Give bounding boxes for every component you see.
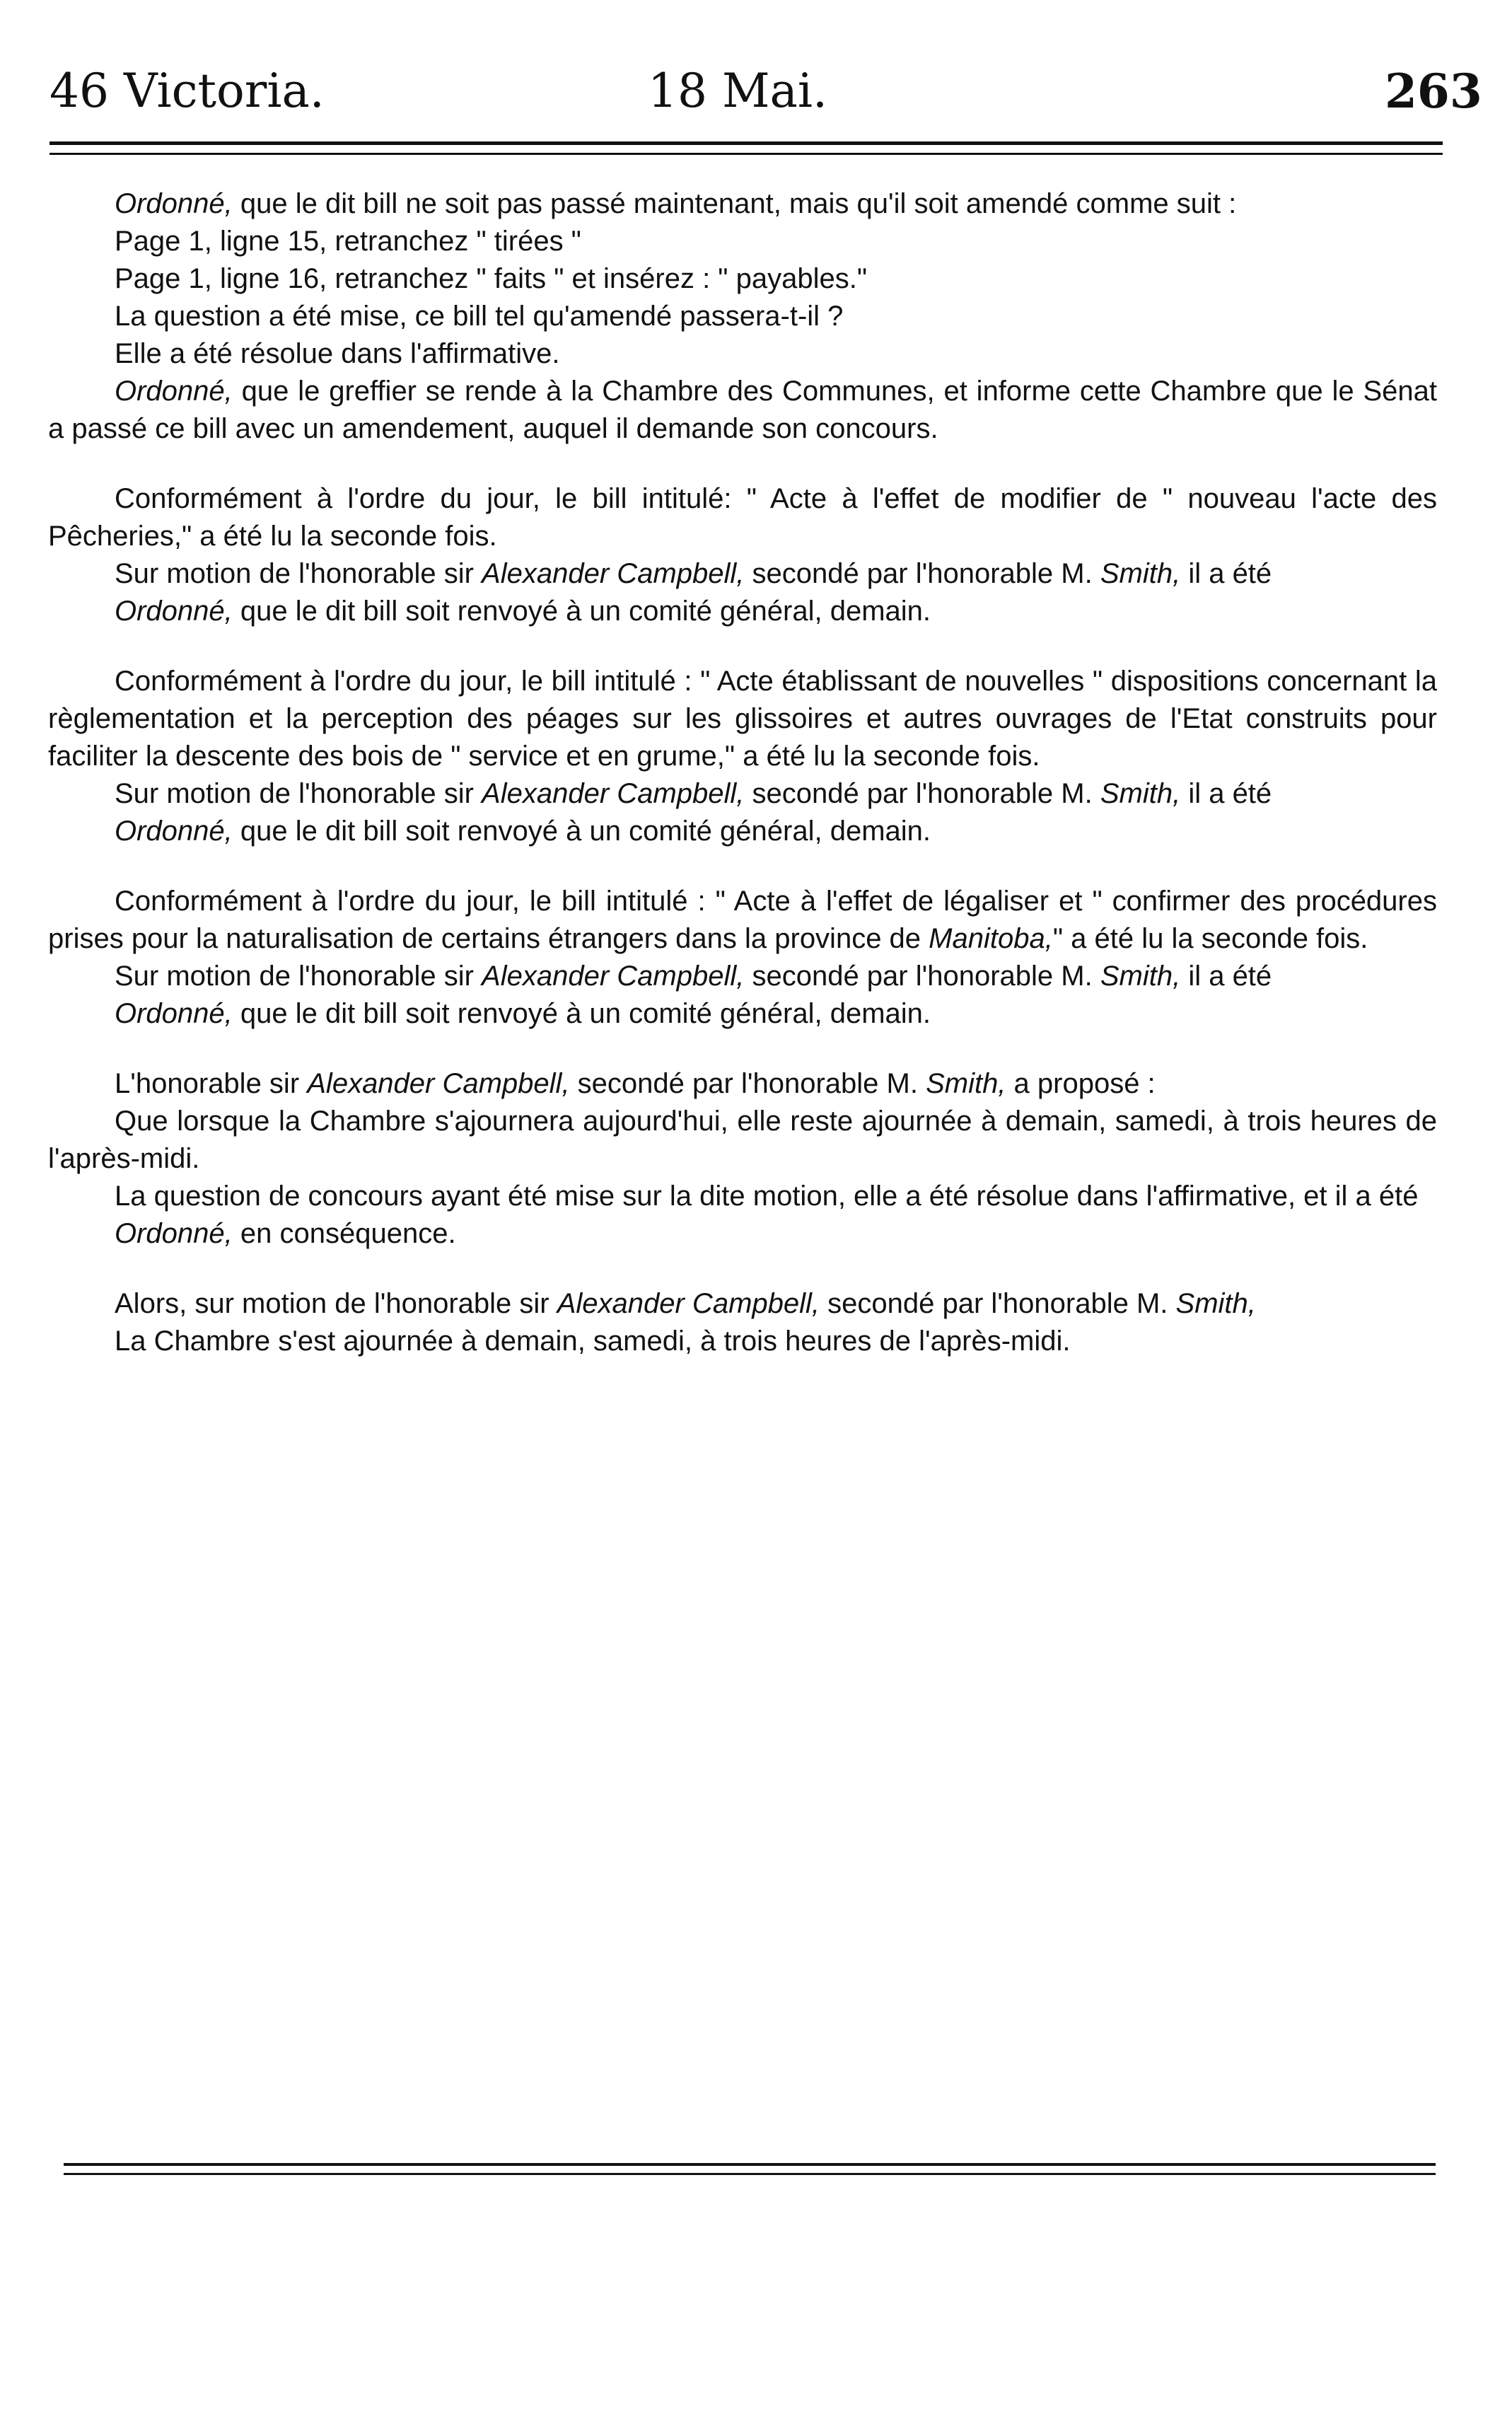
paragraph-motion [48,958,1437,995]
motion-text: Sur motion de l'honorable sir [115,778,482,809]
intro-text: " a été lu la seconde fois. [1052,923,1368,954]
seconder-name: Smith, [1175,1288,1256,1319]
paragraph-ordonne [48,813,1437,850]
section-amendment [48,185,1437,448]
motion-text: secondé par l'honorable M. [820,1288,1176,1319]
paragraph-ordonne [48,593,1437,630]
paragraph-resolution: Que lorsque la Chambre s'ajournera aujourd'hui, elle reste ajournée à demain, samedi, à trois heures de l'après-midi. [48,1106,1437,1174]
motion-text: Alors, sur motion de l'honorable sir [115,1288,557,1319]
mover-name: Alexander Campbell, [482,961,745,992]
paragraph-text: que le greffier se rende à la Chambre des Communes, et informe cette Chambre que le Sénat a passé ce bill avec un amendement, auquel il demande son concours. [48,376,1437,444]
motion-text: il a été [1180,961,1272,992]
section-pecheries [48,480,1437,630]
motion-text: secondé par l'honorable M. [744,961,1100,992]
seconder-name: Smith, [1100,778,1181,809]
paragraph-motion [48,1285,1437,1323]
place-name: Manitoba, [929,923,1053,954]
paragraph-intro [48,883,1437,958]
proposal-text: secondé par l'honorable M. [569,1068,926,1099]
page-body [48,185,1437,1360]
ordonne-label: Ordonné, [115,998,233,1029]
page-number: 263 [1385,64,1482,119]
mover-name: Alexander Campbell, [482,558,745,589]
motion-text: Sur motion de l'honorable sir [115,558,482,589]
intro-text: Conformément à l'ordre du jour, le bill intitulé : " Acte à l'effet de légaliser et " confirmer des procédures prises pour la naturalisation de certains étrangers dans la province de [48,886,1437,954]
paragraph-ordonne-greffier [48,373,1437,448]
page-header [42,42,1482,127]
motion-text: il a été [1180,558,1272,589]
section-glissoires [48,663,1437,850]
paragraph-ordonne [48,995,1437,1033]
proposal-text: L'honorable sir [115,1068,308,1099]
proposal-text: a proposé : [1006,1068,1156,1099]
header-rule-thick [50,141,1443,145]
section-adjournment-motion [48,1065,1437,1253]
ordonne-label: Ordonné, [115,376,233,407]
seconder-name: Smith, [1100,961,1181,992]
paragraph-intro: Conformément à l'ordre du jour, le bill intitulé : " Acte établissant de nouvelles " dispositions concernant la règlementation et la perception des péages sur les glissoires et autres ouvrages de l'Etat construits pour faciliter la descente des bois de " service et en grume," a été lu la seconde fois. [48,666,1437,772]
paragraph-ordonne [48,1215,1437,1253]
paragraph-proposal [48,1065,1437,1103]
paragraph-text: que le dit bill soit renvoyé à un comité général, demain. [232,998,931,1029]
line-page1-15: Page 1, ligne 15, retranchez " tirées " [115,226,581,257]
footer-rule-thin [64,2173,1436,2175]
section-manitoba [48,883,1437,1033]
paragraph-motion [48,775,1437,813]
question-line: La question a été mise, ce bill tel qu'amendé passera-t-il ? [115,301,844,332]
seconder-name: Smith, [1100,558,1181,589]
paragraph-text: que le dit bill soit renvoyé à un comité général, demain. [232,596,931,627]
paragraph-question: La question de concours ayant été mise sur la dite motion, elle a été résolue dans l'affirmative, et il a été [115,1181,1419,1212]
mover-name: Alexander Campbell, [482,778,745,809]
mover-name: Alexander Campbell, [307,1068,570,1099]
ordonne-label: Ordonné, [115,188,233,219]
section-adjournment [48,1285,1437,1360]
motion-text: il a été [1180,778,1272,809]
paragraph-motion [48,555,1437,593]
motion-text: secondé par l'honorable M. [744,778,1100,809]
seconder-name: Smith, [926,1068,1006,1099]
header-date: 18 Mai. [648,64,827,118]
motion-text: secondé par l'honorable M. [744,558,1100,589]
mover-name: Alexander Campbell, [557,1288,820,1319]
paragraph-text: que le dit bill ne soit pas passé maintenant, mais qu'il soit amendé comme suit : [232,188,1237,219]
paragraph-adjourn: La Chambre s'est ajournée à demain, samedi, à trois heures de l'après-midi. [115,1326,1071,1357]
line-page1-16: Page 1, ligne 16, retranchez " faits " et insérez : " payables." [115,263,868,294]
paragraph-text: que le dit bill soit renvoyé à un comité général, demain. [232,816,931,847]
ordonne-label: Ordonné, [115,1218,233,1249]
ordonne-label: Ordonné, [115,816,233,847]
header-regnal-year: 46 Victoria. [50,64,325,118]
paragraph-text: en conséquence. [232,1218,456,1249]
paragraph-intro: Conformément à l'ordre du jour, le bill intitulé: " Acte à l'effet de modifier de " nouveau l'acte des Pêcheries," a été lu la seconde fois. [48,483,1437,552]
ordonne-label: Ordonné, [115,596,233,627]
paragraph-ordonne-amend [48,185,1437,223]
resolution-line: Elle a été résolue dans l'affirmative. [115,338,560,369]
motion-text: Sur motion de l'honorable sir [115,961,482,992]
footer-rule-thick [64,2163,1436,2166]
header-rule-thin [50,153,1443,155]
